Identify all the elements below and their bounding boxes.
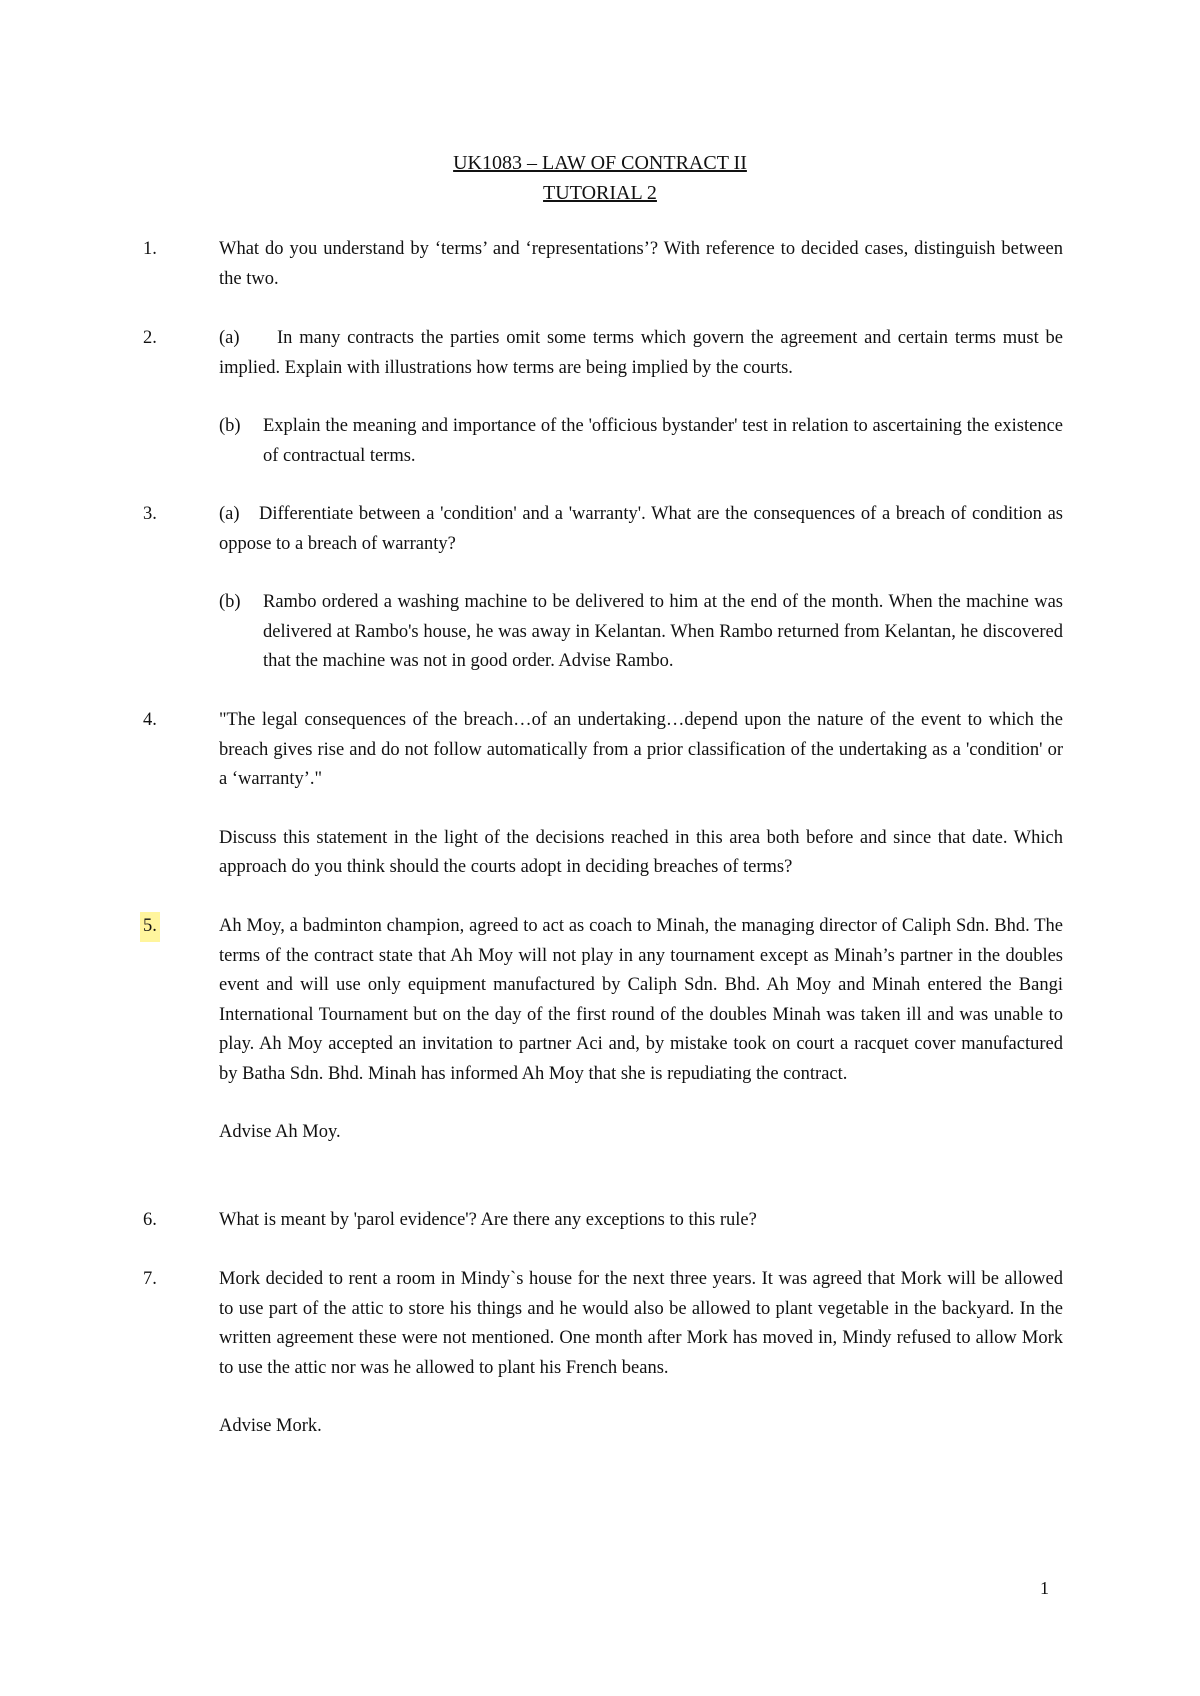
question-part-b (219, 412, 1063, 471)
question-number: 3. (143, 504, 157, 524)
tutorial-title: TUTORIAL 2 (543, 182, 657, 204)
part-text: Rambo ordered a washing machine to be delivered to him at the end of the month. When the machine was delivered at Rambo's house, he was away in Kelantan. When Rambo returned from Kelantan, he discovered that the machine was not in good order. Advise Rambo. (263, 592, 1063, 671)
question-quote: "The legal consequences of the breach…of an undertaking…depend upon the nature of the event to which the breach gives rise and do not follow automatically from a prior classification of the undertaking as a 'condition' or a ‘warranty’." (219, 710, 1063, 789)
part-text: Explain the meaning and importance of the 'officious bystander' test in relation to ascertaining the existence of contractual terms. (263, 416, 1063, 466)
question-text: Ah Moy, a badminton champion, agreed to act as coach to Minah, the managing director of Caliph Sdn. Bhd. The terms of the contract state that Ah Moy will not play in any tournament except as Minah’s partner in the doubles event and will use only equipment manufactured by Caliph Sdn. Bhd. Ah Moy and Minah entered the Bangi International Tournament but on the day of the first round of the doubles Minah was taken ill and was unable to play. Ah Moy accepted an invitation to partner Aci and, by mistake took on court a racquet cover manufactured by Batha Sdn. Bhd. Minah has informed Ah Moy that she is repudiating the contract. (219, 916, 1063, 1084)
part-text: Differentiate between a 'condition' and a 'warranty'. What are the consequences of a breach of condition as oppose to a breach of warranty? (219, 504, 1063, 554)
part-label: (a) (219, 504, 240, 524)
part-label: (b) (219, 416, 241, 436)
question-text: Mork decided to rent a room in Mindy`s house for the next three years. It was agreed that Mork will be allowed to use part of the attic to store his things and he would also be allowed to plant vegetable in the backyard. In the written agreement these were not mentioned. One month after Mork has moved in, Mindy refused to allow Mork to use the attic nor was he allowed to plant his French beans. (219, 1269, 1063, 1378)
question-advice: Advise Ah Moy. (219, 1122, 341, 1142)
question-part-a (219, 500, 1063, 559)
question-body (219, 324, 1063, 471)
question-text: What is meant by 'parol evidence'? Are there any exceptions to this rule? (219, 1210, 757, 1230)
page-number: 1 (1040, 1578, 1049, 1598)
question-body (219, 1265, 1063, 1442)
document-title (0, 148, 1200, 208)
question-number: 2. (143, 328, 157, 348)
part-label: (b) (219, 592, 241, 612)
question-text: What do you understand by ‘terms’ and ‘representations’? With reference to decided cases, distinguish between the two. (219, 239, 1063, 289)
question-part-b (219, 588, 1063, 677)
question-number: 7. (143, 1269, 157, 1289)
question-body (219, 706, 1063, 883)
question-body (219, 912, 1063, 1148)
question-body (219, 1206, 1063, 1236)
question-number: 1. (143, 239, 157, 259)
question-number-highlighted: 5. (140, 912, 160, 942)
question-number: 4. (143, 710, 157, 730)
question-number: 6. (143, 1210, 157, 1230)
part-label: (a) (219, 328, 240, 348)
question-body (219, 235, 1063, 294)
question-part-a (219, 324, 1063, 383)
part-text: In many contracts the parties omit some terms which govern the agreement and certain terms must be implied. Explain with illustrations how terms are being implied by the courts. (219, 328, 1063, 378)
question-advice: Advise Mork. (219, 1416, 322, 1436)
course-title: UK1083 – LAW OF CONTRACT II (453, 152, 747, 174)
question-body (219, 500, 1063, 677)
question-discussion: Discuss this statement in the light of the decisions reached in this area both before and since that date. Which approach do you think should the courts adopt in deciding breaches of terms? (219, 827, 1063, 877)
